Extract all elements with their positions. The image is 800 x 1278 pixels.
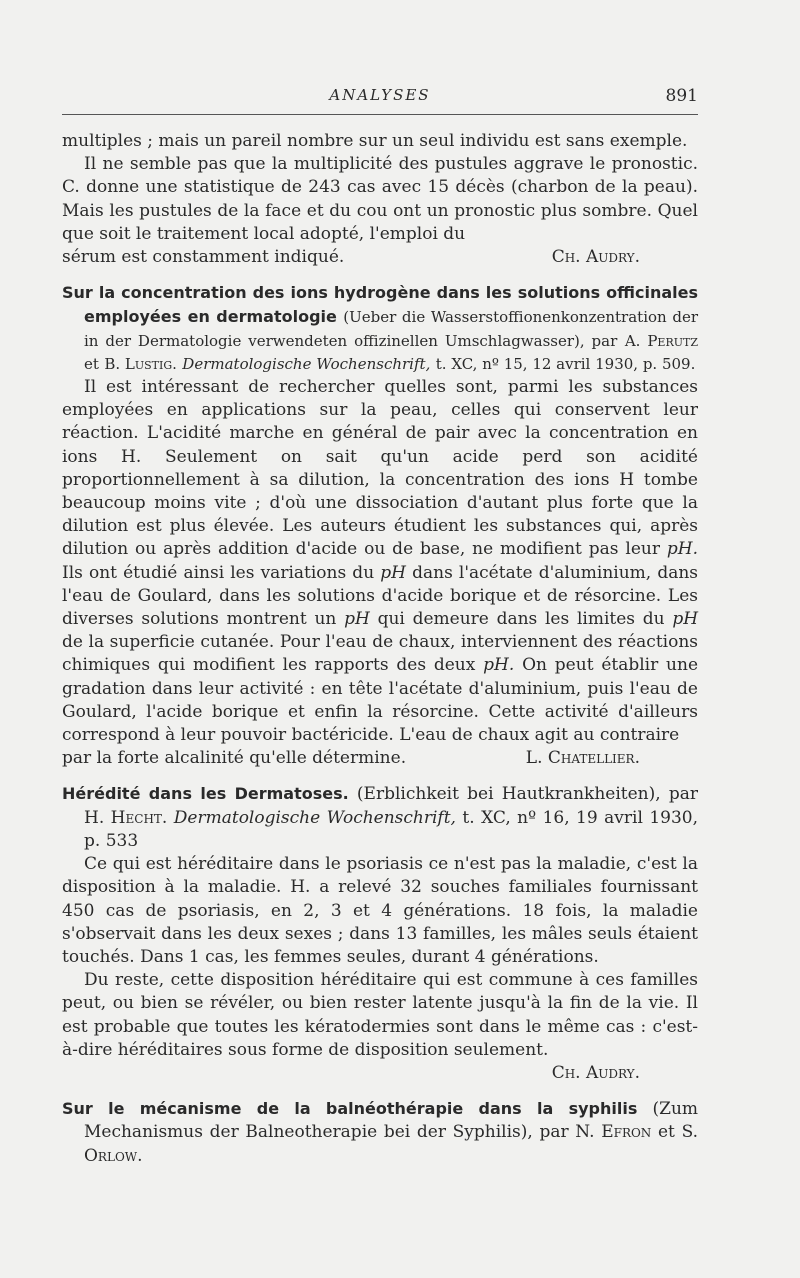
continued-paragraph-2 [62,153,698,246]
article-2-author: H. Hecht. [84,807,168,828]
article-2-citation: t. XC, nº 16, 19 avril 1930, p. 533 [84,807,699,851]
signature-audry-1: Ch. Audry. [551,247,640,268]
continued-paragraph-1: multiples ; mais un pareil nombre sur un seul individu est sans exemple. [62,131,688,151]
running-title: ANALYSES [329,86,431,104]
signature-audry-2: Ch. Audry. [551,1062,640,1083]
signature-chatellier: L. Chatellier. [525,748,640,769]
continued-paragraph-2-body: Il ne semble pas que la multiplicité des pustules aggrave le pronostic. C. donne une statistique de 243 cas avec 15 décès (charbon de la peau). Mais les pustules de la face et du cou ont un pronostic plus sombre. Quel que soit le traitement local adopté, l'emploi du [62,154,698,244]
article-1-body-end: On peut établir une gradation dans leur activité : en tête l'acétate d'aluminium, puis l'eau de Goulard, l'acide borique et enfin la résorcine. Cette activité d'ailleurs correspond à leur pouvoir bactéricide. L'eau de chaux agit au contraire [62,655,699,746]
article-1-title: Sur la concentration des ions hydrogène dans les solutions officinales employées en dermatologie [62,283,698,327]
article-2-title: Hérédité dans les Dermatoses. [62,784,349,804]
article-heredity [62,782,698,1085]
article-1-author-1: A. Perutz [624,331,698,350]
ph-term: pH [380,562,406,583]
ph-term: pH [672,609,699,630]
article-1-body-mid: Ils ont étudié ainsi les variations du [62,562,375,583]
continued-last-line [62,246,698,269]
article-balneotherapy [62,1097,698,1168]
article-3-author-2: Orlow. [84,1145,143,1166]
article-1-citation: t. XC, nº 15, 12 avril 1930, p. 509. [435,354,696,373]
article-1-journal: Dermatologische Wochenschrift, [182,354,431,373]
article-2-paragraph-1: Ce qui est héréditaire dans le psoriasis ce n'est pas la maladie, c'est la disposition à la maladie. H. a relevé 32 souches familiales fournissant 450 cas de psoriasis, en 2, 3 et 4 générations. 18 fois, la maladie s'observait dans les deux sexes ; dans 13 familles, les mâles seuls étaient touchés. Dans 1 cas, les femmes seules, durant 4 générations. [62,854,698,967]
article-1-body-mid2: dans l'acétate d'aluminium, dans l'eau de Goulard, dans les solutions d'acide borique et de résorcine. Les diverses solutions montrent un [62,562,699,630]
article-3-and: et S. [658,1122,699,1143]
article-3-title: Sur le mécanisme de la balnéothérapie dans la syphilis [62,1099,638,1119]
article-2-journal: Dermatologische Wochenschrift, [173,807,456,828]
header-rule [62,114,698,115]
continued-last-text: sérum est constamment indiqué. [62,247,345,268]
article-ph-concentration [62,281,698,770]
article-1-last-line [62,747,698,770]
article-1-heading [62,281,698,376]
article-1-body [62,376,698,747]
article-2-subtitle: (Erblichkeit bei Hautkrankheiten), par [356,784,698,805]
article-1-body-mid3: qui demeure dans les limites du [377,609,665,630]
page-content [62,130,698,1168]
article-2-paragraph-2: Du reste, cette disposition héréditaire qui est commune à ces familles peut, ou bien se révéler, ou bien rester latente jusqu'à la fin de la vie. Il est probable que toutes les kératodermies sont dans le même cas : c'est-à-dire héréditaires sous forme de disposition seulement. [62,970,698,1060]
article-3-heading [62,1097,698,1168]
article-2-heading [62,782,698,853]
article-1-and: et [84,354,99,373]
article-1-last-text: par la forte alcalinité qu'elle détermine. [62,748,407,769]
article-3-subtitle: (Zum Mechanismus der Balneotherapie bei der Syphilis), par N. [84,1099,699,1143]
running-head [62,86,698,112]
ph-term: pH. [666,539,699,560]
article-1-body-start: Il est intéressant de rechercher quelles sont, parmi les substances employées en applications sur la peau, celles qui conservent leur réaction. L'acidité marche en général de pair avec la concentration en ions H. Seulement on sait qu'un acide perd son acidité proportionnellement à sa dilution, la concentration des ions H tombe beaucoup moins vite ; d'où une dissociation d'autant plus forte que la dilution est plus élevée. Les auteurs étudient les substances qui, après dilution ou après addition d'acide ou de base, ne modifient pas leur [62,377,698,560]
article-1-body-mid4: de la superficie cutanée. Pour l'eau de chaux, interviennent des réactions chimiques qui modifient les rapports des deux [62,632,698,676]
article-3-author-1: Efron [601,1122,652,1143]
ph-term: pH [344,609,370,630]
article-1-author-2: B. Lustig. [104,354,177,373]
page-number: 891 [665,86,698,106]
ph-term: pH. [483,655,515,676]
article-1-subtitle: (Ueber die Wasserstoffionenkonzentration der in der Dermatologie verwendeten offizinellen Umschlagwasser), par [84,308,699,350]
